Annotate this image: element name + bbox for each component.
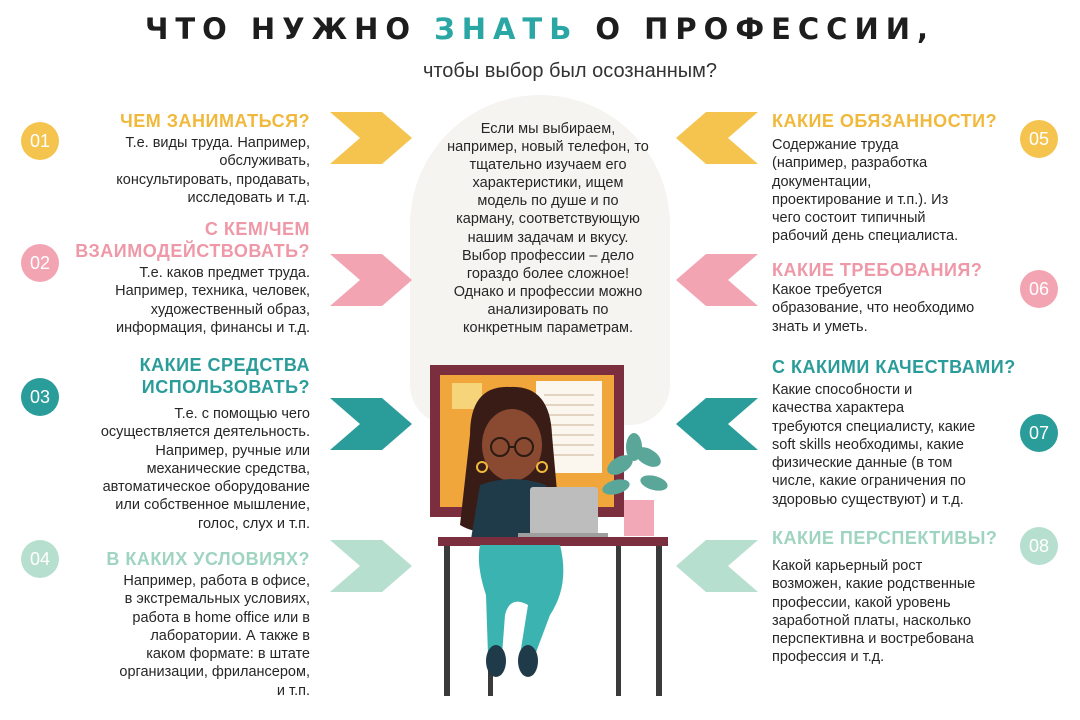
desk-top: [438, 537, 668, 546]
section-heading-04: В КАКИХ УСЛОВИЯХ?: [106, 549, 310, 569]
page-title: ЧТО НУЖНО ЗНАТЬ О ПРОФЕССИИ,: [144, 12, 936, 46]
number-badge-04: 04: [21, 540, 59, 578]
section-heading-08: КАКИЕ ПЕРСПЕКТИВЫ?: [772, 528, 998, 548]
number-badge-06: 06: [1020, 270, 1058, 308]
chevron-left-mint: [676, 540, 758, 592]
section-text-02: Т.е. каков предмет труда. Например, техника, человек, художественный образ, информация, финансы и т.д.: [115, 265, 310, 336]
number-badge-08: 08: [1020, 527, 1058, 565]
section-text-05: Содержание труда (например, разработка документации, проектирование и т.п.). Из чего состоит типичный рабочий день специалиста.: [772, 137, 959, 245]
section-text-08: Какой карьерный рост возможен, какие родственные профессии, какой уровень заработной платы, насколько перспективна и востребована профессия и т.д.: [772, 558, 976, 666]
section-heading-02: С КЕМ/ЧЕМ ВЗАИМОДЕЙСТВОВАТЬ?: [75, 219, 310, 261]
section-heading-01: ЧЕМ ЗАНИМАТЬСЯ?: [120, 111, 310, 131]
plant-pot: [624, 500, 654, 536]
shoe-right: [518, 645, 538, 677]
section-text-07: Какие способности и качества характера требуются специалисту, какие soft skills необходимы, какие физические данные (в том числе, какие ограничения по здоровью существуют) и т.д.: [772, 382, 976, 508]
chevron-left-yellow: [676, 112, 758, 164]
section-text-04: Например, работа в офисе, в экстремальных условиях, работа в home office или в лаборатории. А также в каком формате: в штате организации, фрилансером, и т.п.: [119, 573, 310, 699]
section-heading-07: С КАКИМИ КАЧЕСТВАМИ?: [772, 357, 1016, 377]
number-badge-05: 05: [1020, 120, 1058, 158]
legs: [479, 545, 563, 655]
shoe-left: [486, 645, 506, 677]
chevron-right-mint: [330, 540, 412, 592]
number-badge-03: 03: [21, 378, 59, 416]
number-badge-02: 02: [21, 244, 59, 282]
section-heading-06: КАКИЕ ТРЕБОВАНИЯ?: [772, 260, 983, 280]
section-text-03: Т.е. с помощью чего осуществляется деятельность. Например, ручные или механические средства, автоматическое оборудование или собственное мышление, голос, слух и т.п.: [100, 406, 310, 532]
section-heading-05: КАКИЕ ОБЯЗАННОСТИ?: [772, 111, 998, 131]
number-badge-07: 07: [1020, 414, 1058, 452]
section-text-06: Какое требуется образование, что необходимо знать и уметь.: [772, 282, 975, 335]
chevron-left-teal: [676, 398, 758, 450]
laptop: [530, 487, 598, 535]
section-text-01: Т.е. виды труда. Например, обслуживать, консультировать, продавать, исследовать и т.д.: [116, 135, 310, 206]
woman-at-desk-illustration: [410, 355, 680, 705]
chevron-right-pink: [330, 254, 412, 306]
number-badge-01: 01: [21, 122, 59, 160]
chevron-right-teal: [330, 398, 412, 450]
page-subtitle: чтобы выбор был осознанным?: [422, 60, 718, 82]
section-heading-03: КАКИЕ СРЕДСТВА ИСПОЛЬЗОВАТЬ?: [139, 355, 310, 397]
chevron-left-pink: [676, 254, 758, 306]
center-paragraph: Если мы выбираем, например, новый телефон, то тщательно изучаем его характеристики, ищем модель по душе и по карману, соответствующую нашим задачам и вкусу. Выбор профессии – дело гораздо более сложное! Однако и профессии можно анализировать по конкретным параметрам.: [447, 121, 649, 337]
chevron-right-yellow: [330, 112, 412, 164]
